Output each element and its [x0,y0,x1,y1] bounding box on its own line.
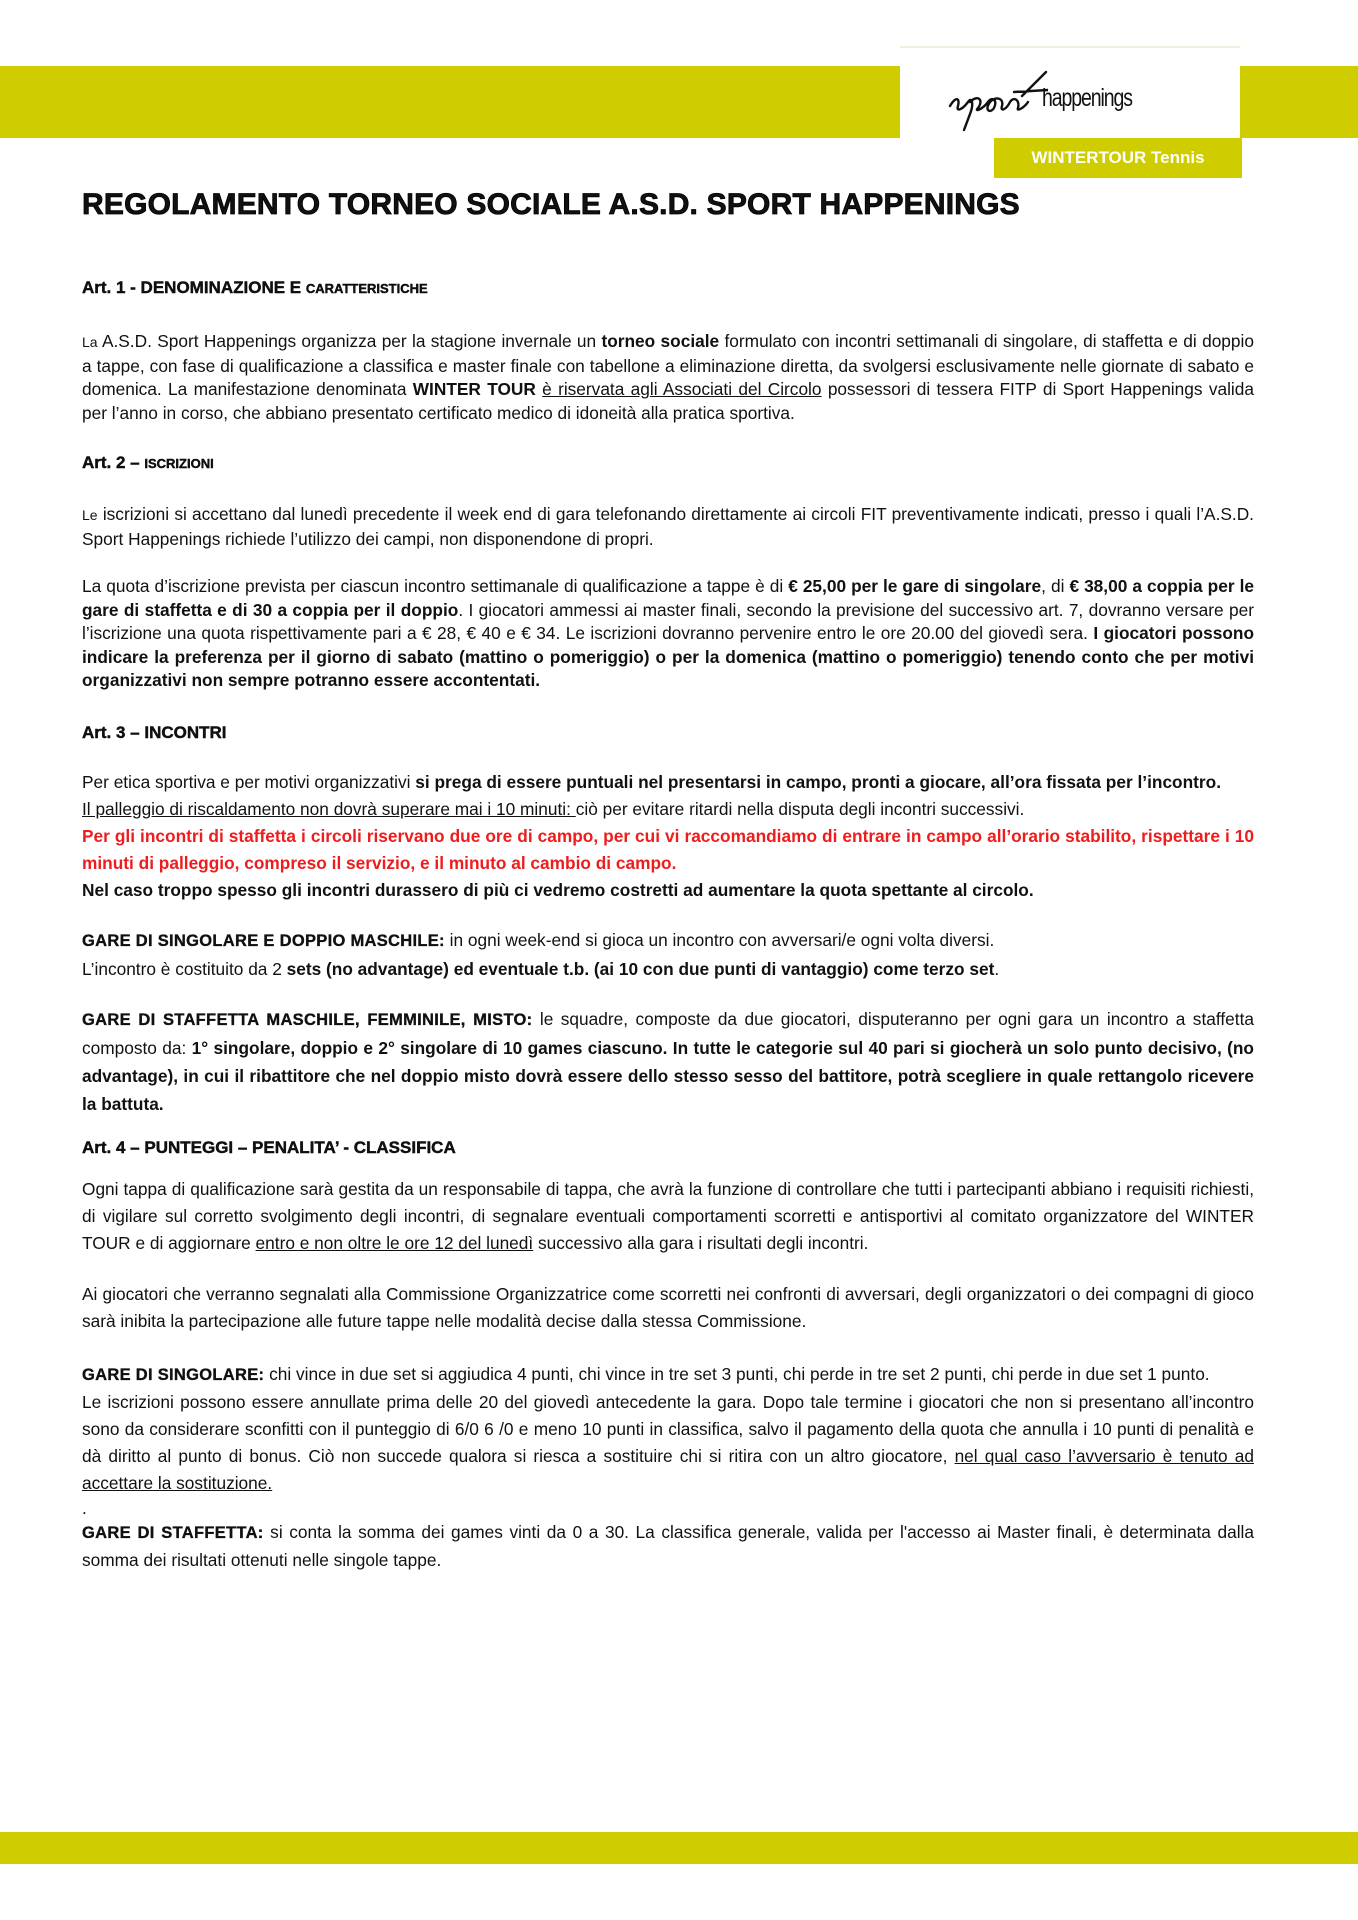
text-underline: entro e non oltre le ore 12 del lunedì [255,1232,534,1253]
footer-band [0,1832,1358,1864]
text: ciò per evitare ritardi nella disputa degli incontri successivi. [575,798,1025,819]
text-bold: torneo sociale [601,331,720,351]
text-underline: è riservata agli Associati del Circolo [542,379,822,399]
text-bold: I giocatori possono indicare la preferenza per il giorno di sabato (mattino o pomeriggio) o per la domenica (mattino o pomeriggio) tenendo conto che per motivi organizzativi non sempre potranno essere accontentati. [82,623,1255,690]
text-bold: sets (no advantage) ed eventuale t.b. (ai 10 con due punti di vantaggio) come terzo set [286,958,995,979]
art2-heading-small: ISCRIZIONI [144,456,214,471]
text: formulato con incontri settimanali di singolare, di staffetta e di doppio a tappe, con fase di qualificazione a classifica e master finale con tabellone a eliminazione diretta, da svolgersi esclusivamente nelle giornate di sabato e domenica. La manifestazione denominata [82,331,1254,399]
art4-paragraph-2: Ai giocatori che verranno segnalati alla Commissione Organizzatrice come scorretti nei confronti di avversari, degli organizzatori o dei compagni di gioco sarà inibita la partecipazione alle future tappe nelle modalità decise dalla stessa Commissione. [82,1283,1254,1331]
art2-paragraph-1 [82,503,1254,551]
text-bold: € 38,00 a coppia per le gare di staffetta e di 30 a coppia per il doppio [82,576,1254,620]
rule-label: GARE DI SINGOLARE E DOPPIO MASCHILE: [82,931,445,950]
art4-heading: Art. 4 – PUNTEGGI – PENALITA’ - CLASSIFICA [82,1137,456,1157]
text: successivo alla gara i risultati degli incontri. [533,1232,869,1253]
art3-paragraph-1 [82,769,1254,796]
art3-staffetta-rule [82,1005,1254,1118]
text: , di [1041,576,1070,596]
art2-heading [82,453,1254,473]
stray-dot: . [82,1497,87,1518]
text: in ogni week-end si gioca un incontro con avversari/e ogni volta diversi. [444,929,995,950]
art1-heading-small: CARATTERISTICHE [305,281,428,296]
rule-label: GARE DI STAFFETTA: [82,1523,264,1542]
wintertour-badge: WINTERTOUR Tennis [994,138,1242,178]
sport-script-icon [948,66,1048,134]
art4-singolare-rule [82,1361,1254,1389]
text: Le iscrizioni possono essere annullate prima delle 20 del giovedì antecedente la gara. Dopo tale termine i giocatori che non si presentano all’incontro sono da considerare sconfitti con il punteggio di 6/0 6 /0 e meno 10 punti in classifica, salvo il pagamento della quota che annulla i 10 punti di penalità e dà diritto al punto di bonus. Ciò non succede qualora si riesca a sostituire chi si ritira con un altro giocatore, [82,1391,1254,1466]
text: Le [82,507,98,523]
art4-paragraph-3 [82,1389,1254,1497]
text: iscrizioni si accettano dal lunedì precedente il week end di gara telefonando direttamente ai circoli FIT preventivamente indicati, presso i quali l’A.S.D. Sport Happenings richiede l’utilizzo dei campi, non disponendone di propri. [82,504,1254,549]
text: . [994,958,1000,979]
text: A.S.D. Sport Happenings organizza per la stagione invernale un [97,331,602,351]
art1-heading-main: Art. 1 - DENOMINAZIONE E [82,278,306,297]
art3-paragraph-4: Nel caso troppo spesso gli incontri durassero di più ci vedremo costretti ad aumentare la quota spettante al circolo. [82,879,1034,900]
art3-warning-red: Per gli incontri di staffetta i circoli riservano due ore di campo, per cui vi raccomandiamo di entrare in campo all’orario stabilito, rispettare i 10 minuti di palleggio, compreso il servizio, e il minuto al cambio di campo. [82,825,1254,873]
art3-heading: Art. 3 – INCONTRI [82,722,227,742]
art4-paragraph-1 [82,1176,1254,1257]
page-title: REGOLAMENTO TORNEO SOCIALE A.S.D. SPORT HAPPENINGS [82,188,1020,221]
rule-label: GARE DI STAFFETTA MASCHILE, FEMMINILE, MISTO: [82,1010,533,1029]
art3-singolare-rule [82,926,1254,983]
rule-label: GARE DI SINGOLARE: [82,1365,265,1384]
text-bold: WINTER TOUR [412,379,536,399]
text: La quota d’iscrizione prevista per ciascun incontro settimanale di qualificazione a tappe è di [82,576,789,596]
text: le squadre, composte da due giocatori, disputeranno per ogni gara un incontro a staffetta composto da: [82,1008,1254,1058]
text-underline: nel qual caso l’avversario è tenuto ad accettare la sostituzione. [82,1445,1254,1493]
text-bold: € 25,00 per le gare di singolare [788,576,1042,596]
logo-wordmark: happenings [1042,84,1132,112]
text: . I giocatori ammessi ai master finali, secondo la previsione del successivo art. 7, dovranno versare per l’iscrizione una quota rispettivamente pari a € 28, € 40 e € 34. Le iscrizioni dovranno pervenire entro le ore 20.00 del giovedì sera. [82,599,1254,643]
document-body [82,278,1254,1574]
text: chi vince in due set si aggiudica 4 punti, chi vince in tre set 3 punti, chi perde in tre set 2 punti, chi perde in due set 1 punto. [264,1363,1210,1384]
sport-happenings-logo [948,66,1208,134]
text: La [82,334,98,350]
art1-paragraph [82,330,1254,425]
art4-staffetta-rule [82,1519,1254,1574]
text: Per etica sportiva e per motivi organizzativi [82,771,416,792]
art2-paragraph-2 [82,575,1254,693]
text-underline: Il palleggio di riscaldamento non dovrà superare mai i 10 minuti: [82,798,576,819]
text: si conta la somma dei games vinti da 0 a 30. La classifica generale, valida per l'accesso ai Master finali, è determinata dalla somma dei risultati ottenuti nelle singole tappe. [82,1521,1254,1570]
text-bold: 1° singolare, doppio e 2° singolare di 10 games ciascuno. In tutte le categorie sul 40 pari si giocherà un solo punto decisivo, (no advantage), in cui il ribattitore che nel doppio misto dovrà essere dello stesso sesso del battitore, potrà scegliere in quale rettangolo ricevere la battuta. [82,1037,1254,1114]
art1-heading [82,278,1254,298]
text: possessori di tessera FITP di Sport Happenings valida per l’anno in corso, che abbiano presentato certificato medico di idoneità alla pratica sportiva. [82,379,1254,423]
text: L’incontro è costituito da 2 [82,958,287,979]
text-bold: si prega di essere puntuali nel presentarsi in campo, pronti a giocare, all’ora fissata per l’incontro. [415,771,1222,792]
art3-paragraph-2 [82,796,1254,823]
art2-heading-main: Art. 2 – [82,453,145,472]
text: Ogni tappa di qualificazione sarà gestita da un responsabile di tappa, che avrà la funzione di controllare che tutti i partecipanti abbiano i requisiti richiesti, di vigilare sul corretto svolgimento degli incontri, di segnalare eventuali comportamenti scorretti e antisportivi al comitato organizzatore del WINTER TOUR e di aggiornare [82,1178,1254,1253]
